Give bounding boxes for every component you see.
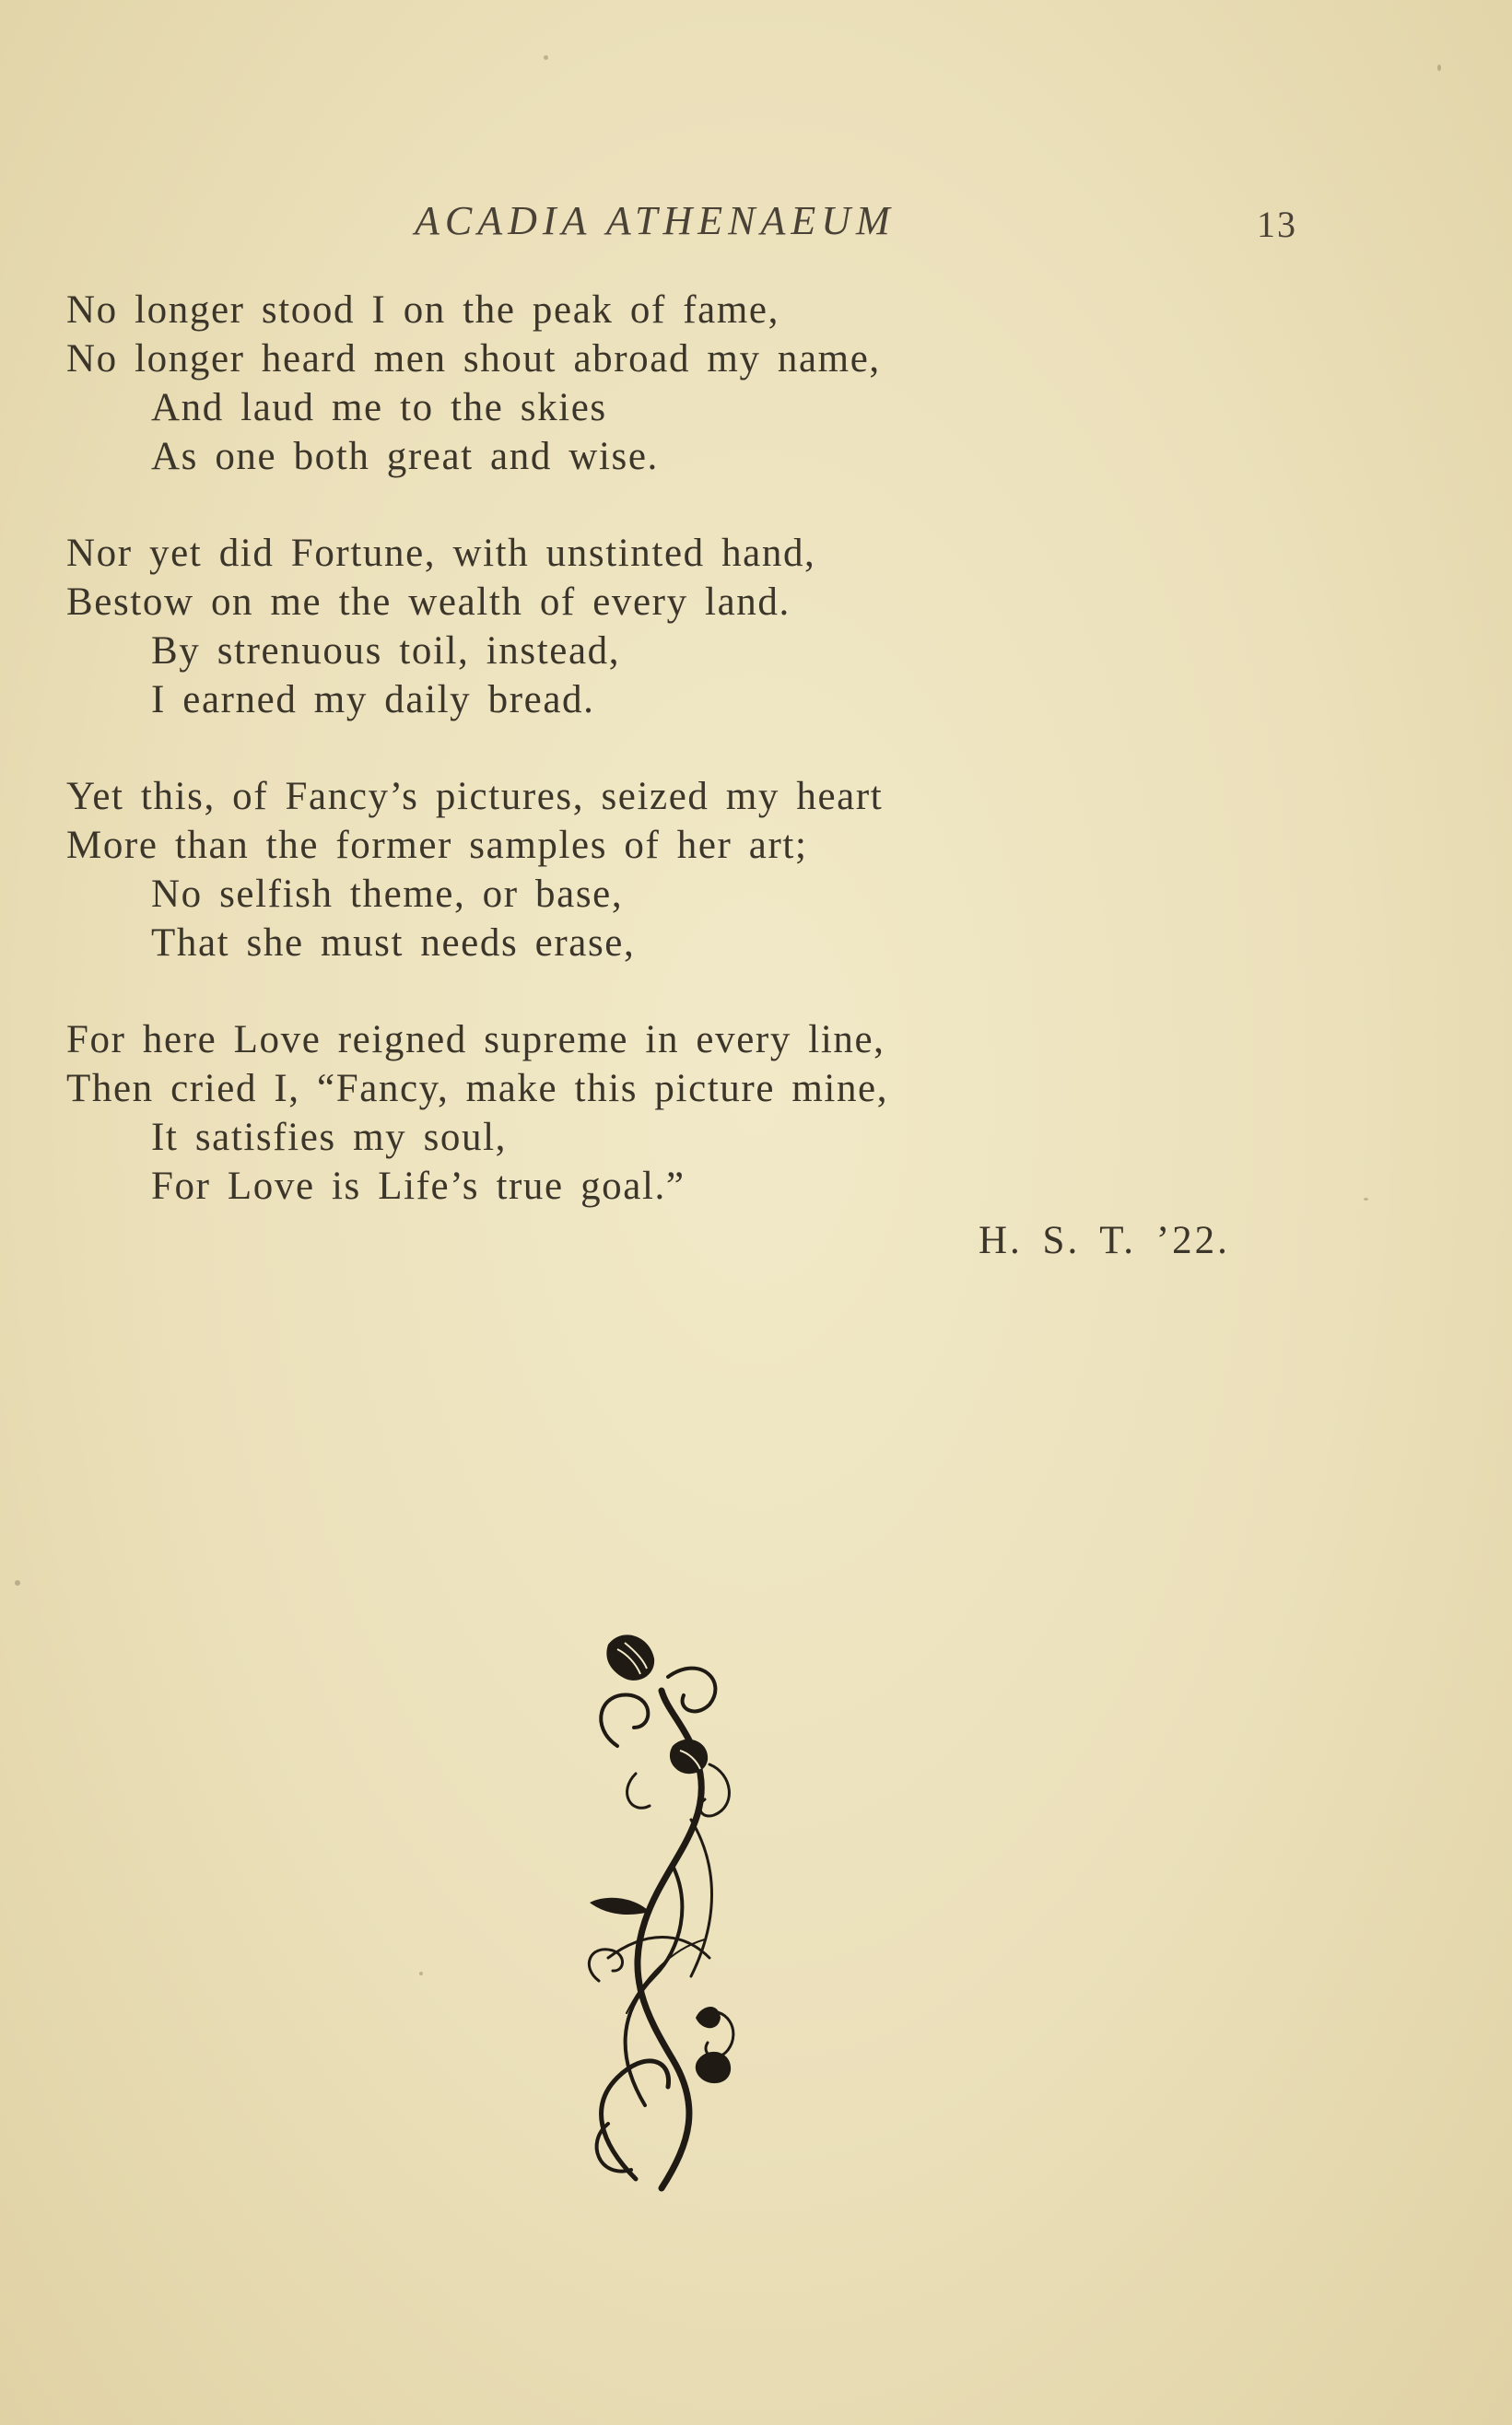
running-header-title: ACADIA ATHENAEUM <box>415 198 896 243</box>
poem-line: Nor yet did Fortune, with unstinted hand, <box>66 532 816 575</box>
floral-vine-ornament-icon <box>580 1626 756 2197</box>
paper-speck <box>15 1580 20 1586</box>
stanza-4 <box>66 1015 1080 1211</box>
poem-line: I earned my daily bread. <box>151 678 595 721</box>
poem-line: That she must needs erase, <box>151 921 636 965</box>
poem-line: By strenuous toil, instead, <box>151 629 621 673</box>
stanza-2 <box>66 529 1080 724</box>
page-number: 13 <box>1257 204 1297 245</box>
paper-speck <box>419 1972 423 1975</box>
paper-speck <box>1437 64 1441 71</box>
poem-line: As one both great and wise. <box>151 435 659 478</box>
paper-speck <box>1364 1198 1368 1201</box>
poem-line: No longer heard men shout abroad my name, <box>66 337 881 381</box>
poem-line: And laud me to the skies <box>151 386 607 429</box>
author-signature: H. S. T. ’22. <box>979 1219 1230 1262</box>
poem-line: More than the former samples of her art; <box>66 824 808 867</box>
poem-line: For Love is Life’s true goal.” <box>151 1165 686 1208</box>
poem-line: For here Love reigned supreme in every line, <box>66 1018 885 1061</box>
poem <box>66 286 1080 1259</box>
stanza-3 <box>66 772 1080 967</box>
stanza-1 <box>66 286 1080 481</box>
poem-line: It satisfies my soul, <box>151 1116 508 1159</box>
poem-line: Bestow on me the wealth of every land. <box>66 580 791 624</box>
poem-line: No selfish theme, or base, <box>151 873 624 916</box>
poem-line: Then cried I, “Fancy, make this picture mine, <box>66 1067 889 1110</box>
poem-line: Yet this, of Fancy’s pictures, seized my heart <box>66 775 884 818</box>
paper-speck <box>544 55 548 60</box>
poem-line: No longer stood I on the peak of fame, <box>66 288 779 332</box>
